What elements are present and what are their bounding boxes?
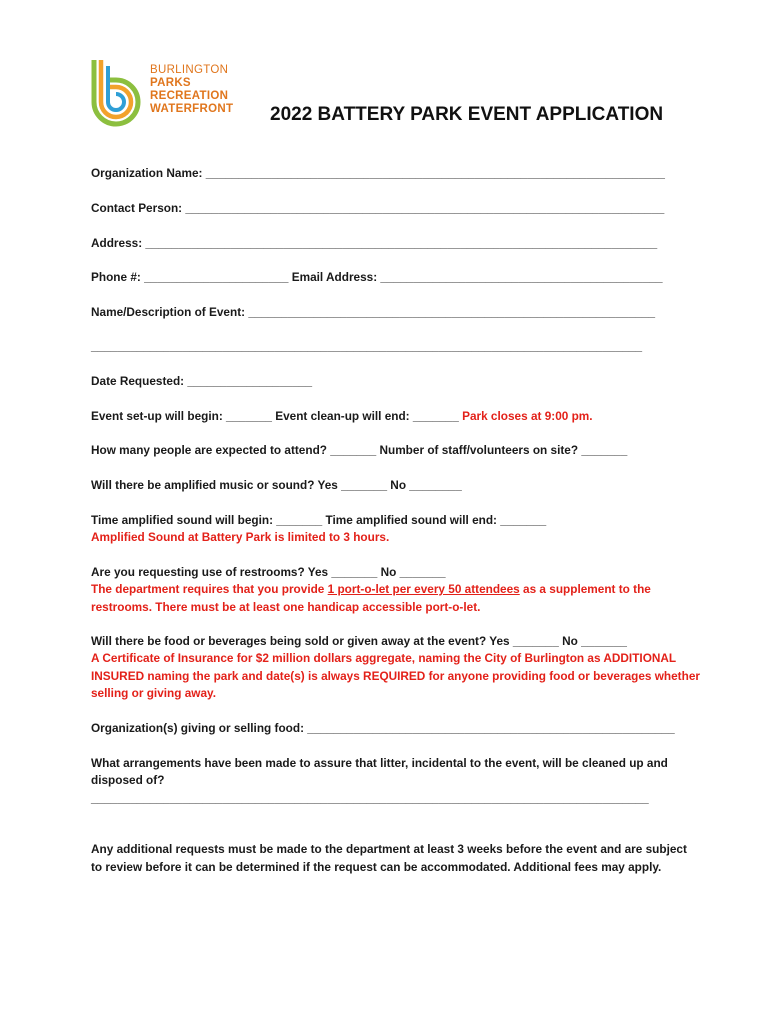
insurance-notice-line2: INSURED naming the park and date(s) is always REQUIRED for anyone providing food or beverages whether (91, 669, 700, 683)
org-name-field[interactable]: Organization Name: ______________________________________________________________________ (91, 166, 665, 180)
logo-line-waterfront: WATERFRONT (150, 103, 234, 115)
organizations-food-field[interactable]: Organization(s) giving or selling food: ________________________________________________________ (91, 721, 675, 735)
portolet-text-c: as a supplement to the (519, 582, 651, 596)
portolet-text-a: The department requires that you provide (91, 582, 328, 596)
portolet-requirement-line1 (91, 582, 651, 596)
address-field[interactable]: Address: ______________________________________________________________________________ (91, 236, 658, 250)
logo-text (150, 64, 233, 116)
phone-email-field[interactable]: Phone #: ______________________ Email Address: ___________________________________________ (91, 270, 663, 284)
burlington-parks-logo (88, 58, 258, 130)
logo-line-recreation: RECREATION (150, 90, 229, 102)
setup-cleanup-field[interactable]: Event set-up will begin: _______ Event clean-up will end: _______ (91, 409, 463, 423)
additional-requests-note-line1: Any additional requests must be made to the department at least 3 weeks before the event and are subject (91, 842, 687, 856)
logo-line-burlington: BURLINGTON (150, 64, 229, 76)
litter-question-line1: What arrangements have been made to assure that litter, incidental to the event, will be cleaned up and (91, 756, 668, 770)
event-description-field[interactable]: Name/Description of Event: ______________________________________________________________ (91, 305, 656, 319)
litter-answer-field[interactable]: _____________________________________________________________________________________ (91, 791, 649, 805)
date-requested-field[interactable]: Date Requested: ___________________ (91, 374, 313, 388)
contact-person-field[interactable]: Contact Person: _________________________________________________________________________ (91, 201, 665, 215)
page-title: 2022 BATTERY PARK EVENT APPLICATION (270, 104, 664, 125)
logo-line-parks: PARKS (150, 77, 191, 89)
food-beverage-field[interactable]: Will there be food or beverages being sold or given away at the event? Yes _______ No _______ (91, 634, 627, 648)
sound-limit-notice: Amplified Sound at Battery Park is limited to 3 hours. (91, 530, 390, 544)
additional-requests-note-line2: to review before it can be determined if the request can be accommodated. Additional fees may apply. (91, 860, 662, 874)
amplified-music-field[interactable]: Will there be amplified music or sound? Yes _______ No ________ (91, 478, 462, 492)
logo-mark-icon (88, 58, 148, 128)
sound-times-field[interactable]: Time amplified sound will begin: _______ Time amplified sound will end: _______ (91, 513, 547, 527)
attendance-field[interactable]: How many people are expected to attend? _______ Number of staff/volunteers on site? _______ (91, 443, 628, 457)
event-description-continued[interactable]: ____________________________________________________________________________________ (91, 339, 643, 353)
litter-question-line2: disposed of? (91, 773, 165, 787)
park-closing-notice: Park closes at 9:00 pm. (462, 409, 593, 423)
restrooms-field[interactable]: Are you requesting use of restrooms? Yes _______ No _______ (91, 565, 446, 579)
portolet-requirement-line2: restrooms. There must be at least one handicap accessible port-o-let. (91, 600, 481, 614)
setup-cleanup-line (91, 409, 593, 423)
portolet-ratio: 1 port-o-let per every 50 attendees (327, 582, 520, 596)
insurance-notice-line3: selling or giving away. (91, 686, 216, 700)
insurance-notice-line1: A Certificate of Insurance for $2 million dollars aggregate, naming the City of Burlington as ADDITIONAL (91, 651, 677, 665)
